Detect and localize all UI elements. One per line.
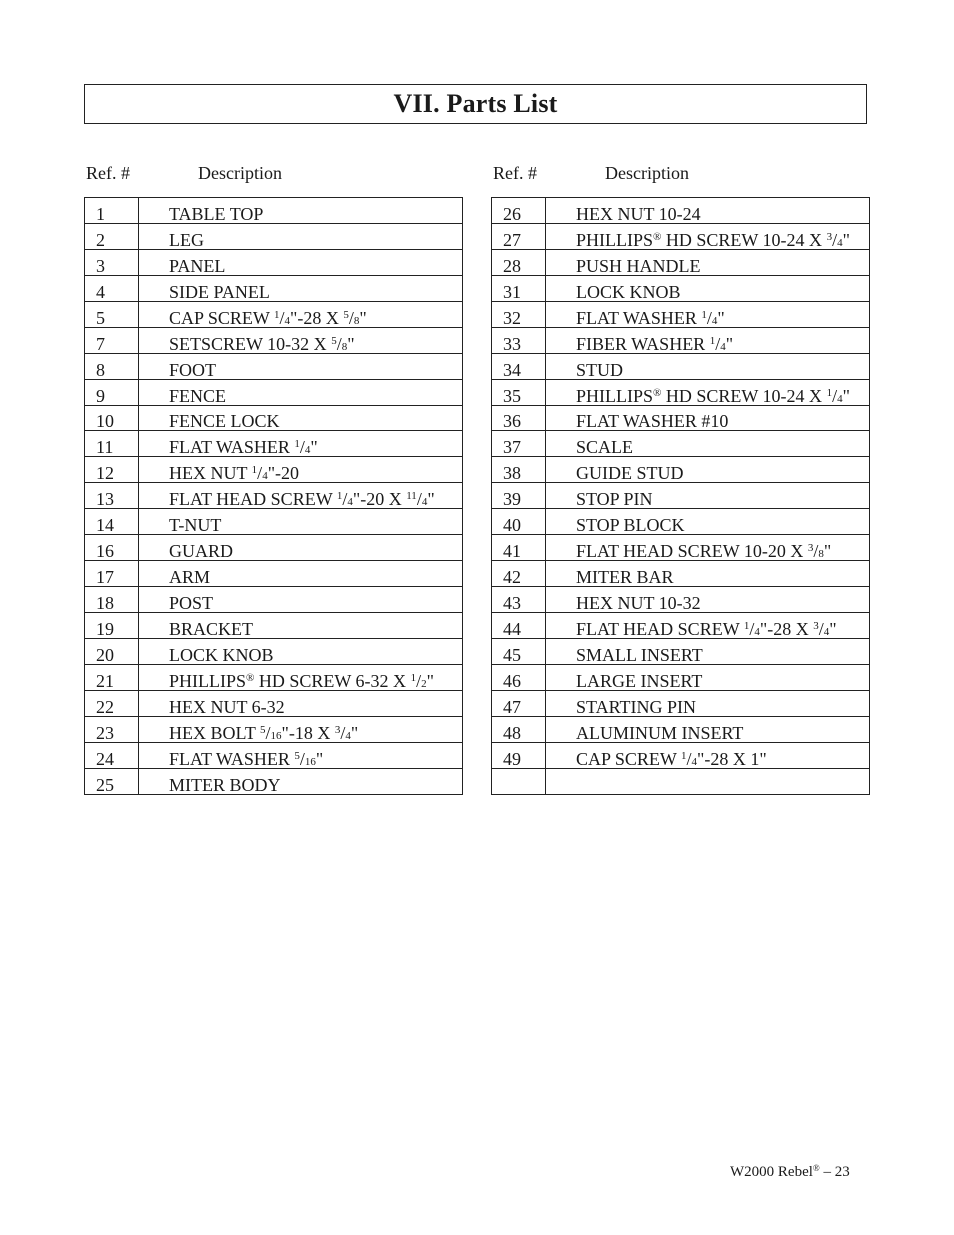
table-row — [492, 353, 870, 379]
part-description: FLAT WASHER $^1$/4" — [139, 431, 463, 457]
table-row — [492, 457, 870, 483]
part-ref: 26 — [492, 198, 546, 224]
part-description: SIDE PANEL — [139, 275, 463, 301]
table-row — [85, 742, 463, 768]
part-ref: 19 — [85, 613, 139, 639]
ref-header: Ref. # — [86, 163, 130, 183]
table-row — [492, 483, 870, 509]
part-ref: 11 — [85, 431, 139, 457]
part-ref: 39 — [492, 483, 546, 509]
part-ref: 40 — [492, 509, 546, 535]
table-row — [492, 690, 870, 716]
table-row — [492, 716, 870, 742]
table-row — [492, 405, 870, 431]
table-row — [85, 768, 463, 794]
parts-table-left — [84, 197, 463, 795]
part-description: POST — [139, 587, 463, 613]
part-description: GUIDE STUD — [546, 457, 870, 483]
parts-table-right — [491, 197, 870, 795]
part-ref: 33 — [492, 327, 546, 353]
table-row — [492, 587, 870, 613]
table-row — [492, 768, 870, 794]
part-description: ALUMINUM INSERT — [546, 716, 870, 742]
part-description: HEX NUT $^1$/4"-20 — [139, 457, 463, 483]
part-description: FLAT HEAD SCREW $^1$/4"-28 X $^3$/4" — [546, 613, 870, 639]
table-row — [85, 353, 463, 379]
table-row — [85, 431, 463, 457]
part-ref: 8 — [85, 353, 139, 379]
part-ref: 4 — [85, 275, 139, 301]
part-description: STOP PIN — [546, 483, 870, 509]
table-row — [85, 716, 463, 742]
part-ref: 21 — [85, 664, 139, 690]
part-ref: 31 — [492, 275, 546, 301]
table-row — [492, 664, 870, 690]
part-description: FIBER WASHER $^1$/4" — [546, 327, 870, 353]
table-row — [492, 379, 870, 405]
part-description: STARTING PIN — [546, 690, 870, 716]
part-ref: 34 — [492, 353, 546, 379]
part-description: PHILLIPS® HD SCREW 10-24 X $^1$/4" — [546, 379, 870, 405]
part-ref: 23 — [85, 716, 139, 742]
part-description: PHILLIPS® HD SCREW 10-24 X $^3$/4" — [546, 223, 870, 249]
table-row — [492, 275, 870, 301]
table-row — [85, 301, 463, 327]
part-description: FLAT WASHER $^5$/16" — [139, 742, 463, 768]
part-ref: 27 — [492, 223, 546, 249]
table-row — [85, 535, 463, 561]
table-row — [492, 742, 870, 768]
page-footer — [730, 1164, 850, 1181]
part-description: LOCK KNOB — [546, 275, 870, 301]
part-description: CAP SCREW $^1$/4"-28 X 1" — [546, 742, 870, 768]
table-row — [85, 327, 463, 353]
part-ref: 49 — [492, 742, 546, 768]
part-description: TABLE TOP — [139, 198, 463, 224]
part-description: T-NUT — [139, 509, 463, 535]
table-row — [492, 223, 870, 249]
part-ref: 41 — [492, 535, 546, 561]
part-description: FENCE — [139, 379, 463, 405]
table-row — [85, 223, 463, 249]
part-ref: 16 — [85, 535, 139, 561]
part-description: LARGE INSERT — [546, 664, 870, 690]
part-description: STUD — [546, 353, 870, 379]
part-ref: 48 — [492, 716, 546, 742]
part-ref: 7 — [85, 327, 139, 353]
part-description: GUARD — [139, 535, 463, 561]
part-description: HEX NUT 6-32 — [139, 690, 463, 716]
part-description: SMALL INSERT — [546, 638, 870, 664]
part-description: HEX NUT 10-32 — [546, 587, 870, 613]
part-ref: 24 — [85, 742, 139, 768]
part-ref: 36 — [492, 405, 546, 431]
part-description: FLAT HEAD SCREW 10-20 X $^3$/8" — [546, 535, 870, 561]
part-ref: 9 — [85, 379, 139, 405]
part-description: LEG — [139, 223, 463, 249]
part-ref: 3 — [85, 249, 139, 275]
part-description: HEX NUT 10-24 — [546, 198, 870, 224]
part-ref: 47 — [492, 690, 546, 716]
part-description: STOP BLOCK — [546, 509, 870, 535]
table-row — [85, 509, 463, 535]
description-header: Description — [198, 163, 282, 183]
part-ref: 17 — [85, 561, 139, 587]
part-description: CAP SCREW $^1$/4"-28 X $^5$/8" — [139, 301, 463, 327]
ref-header: Ref. # — [493, 163, 537, 183]
part-description: FLAT WASHER $^1$/4" — [546, 301, 870, 327]
table-row — [85, 198, 463, 224]
title-box — [84, 84, 867, 124]
part-description: ARM — [139, 561, 463, 587]
part-ref: 37 — [492, 431, 546, 457]
table-row — [492, 535, 870, 561]
part-description: PANEL — [139, 249, 463, 275]
table-row — [85, 275, 463, 301]
part-description: PUSH HANDLE — [546, 249, 870, 275]
part-description: MITER BAR — [546, 561, 870, 587]
table-row — [492, 249, 870, 275]
part-ref: 1 — [85, 198, 139, 224]
table-row — [492, 613, 870, 639]
part-description: PHILLIPS® HD SCREW 6-32 X $^1$/2" — [139, 664, 463, 690]
part-ref: 25 — [85, 768, 139, 794]
table-row — [492, 431, 870, 457]
part-description: LOCK KNOB — [139, 638, 463, 664]
table-row — [492, 301, 870, 327]
part-ref: 18 — [85, 587, 139, 613]
table-row — [85, 664, 463, 690]
part-ref: 5 — [85, 301, 139, 327]
part-ref: 46 — [492, 664, 546, 690]
part-ref: 2 — [85, 223, 139, 249]
part-ref: 44 — [492, 613, 546, 639]
part-ref: 38 — [492, 457, 546, 483]
table-row — [85, 483, 463, 509]
table-row — [85, 249, 463, 275]
table-row — [492, 198, 870, 224]
table-row — [85, 405, 463, 431]
part-ref: 22 — [85, 690, 139, 716]
part-ref: 43 — [492, 587, 546, 613]
part-ref — [492, 768, 546, 794]
page-title: VII. Parts List — [393, 89, 558, 118]
part-description: FLAT WASHER #10 — [546, 405, 870, 431]
table-row — [85, 379, 463, 405]
part-description: FLAT HEAD SCREW $^1$/4"-20 X $^{11}$/4" — [139, 483, 463, 509]
part-ref: 12 — [85, 457, 139, 483]
part-description: BRACKET — [139, 613, 463, 639]
table-row — [85, 587, 463, 613]
part-ref: 20 — [85, 638, 139, 664]
table-row — [85, 690, 463, 716]
table-row — [85, 638, 463, 664]
table-row — [85, 457, 463, 483]
footer-text: W2000 Rebel® – 23 — [730, 1163, 850, 1180]
part-ref: 32 — [492, 301, 546, 327]
part-ref: 35 — [492, 379, 546, 405]
table-row — [492, 327, 870, 353]
part-description: SCALE — [546, 431, 870, 457]
part-description: FENCE LOCK — [139, 405, 463, 431]
part-ref: 13 — [85, 483, 139, 509]
part-description: SETSCREW 10-32 X $^5$/8" — [139, 327, 463, 353]
part-ref: 10 — [85, 405, 139, 431]
part-description: MITER BODY — [139, 768, 463, 794]
table-row — [492, 638, 870, 664]
table-row — [85, 561, 463, 587]
part-description: FOOT — [139, 353, 463, 379]
part-ref: 42 — [492, 561, 546, 587]
description-header: Description — [605, 163, 689, 183]
part-ref: 28 — [492, 249, 546, 275]
table-row — [85, 613, 463, 639]
part-ref: 45 — [492, 638, 546, 664]
part-description: HEX BOLT $^5$/16"-18 X $^3$/4" — [139, 716, 463, 742]
table-row — [492, 561, 870, 587]
part-ref: 14 — [85, 509, 139, 535]
part-description — [546, 768, 870, 794]
table-row — [492, 509, 870, 535]
